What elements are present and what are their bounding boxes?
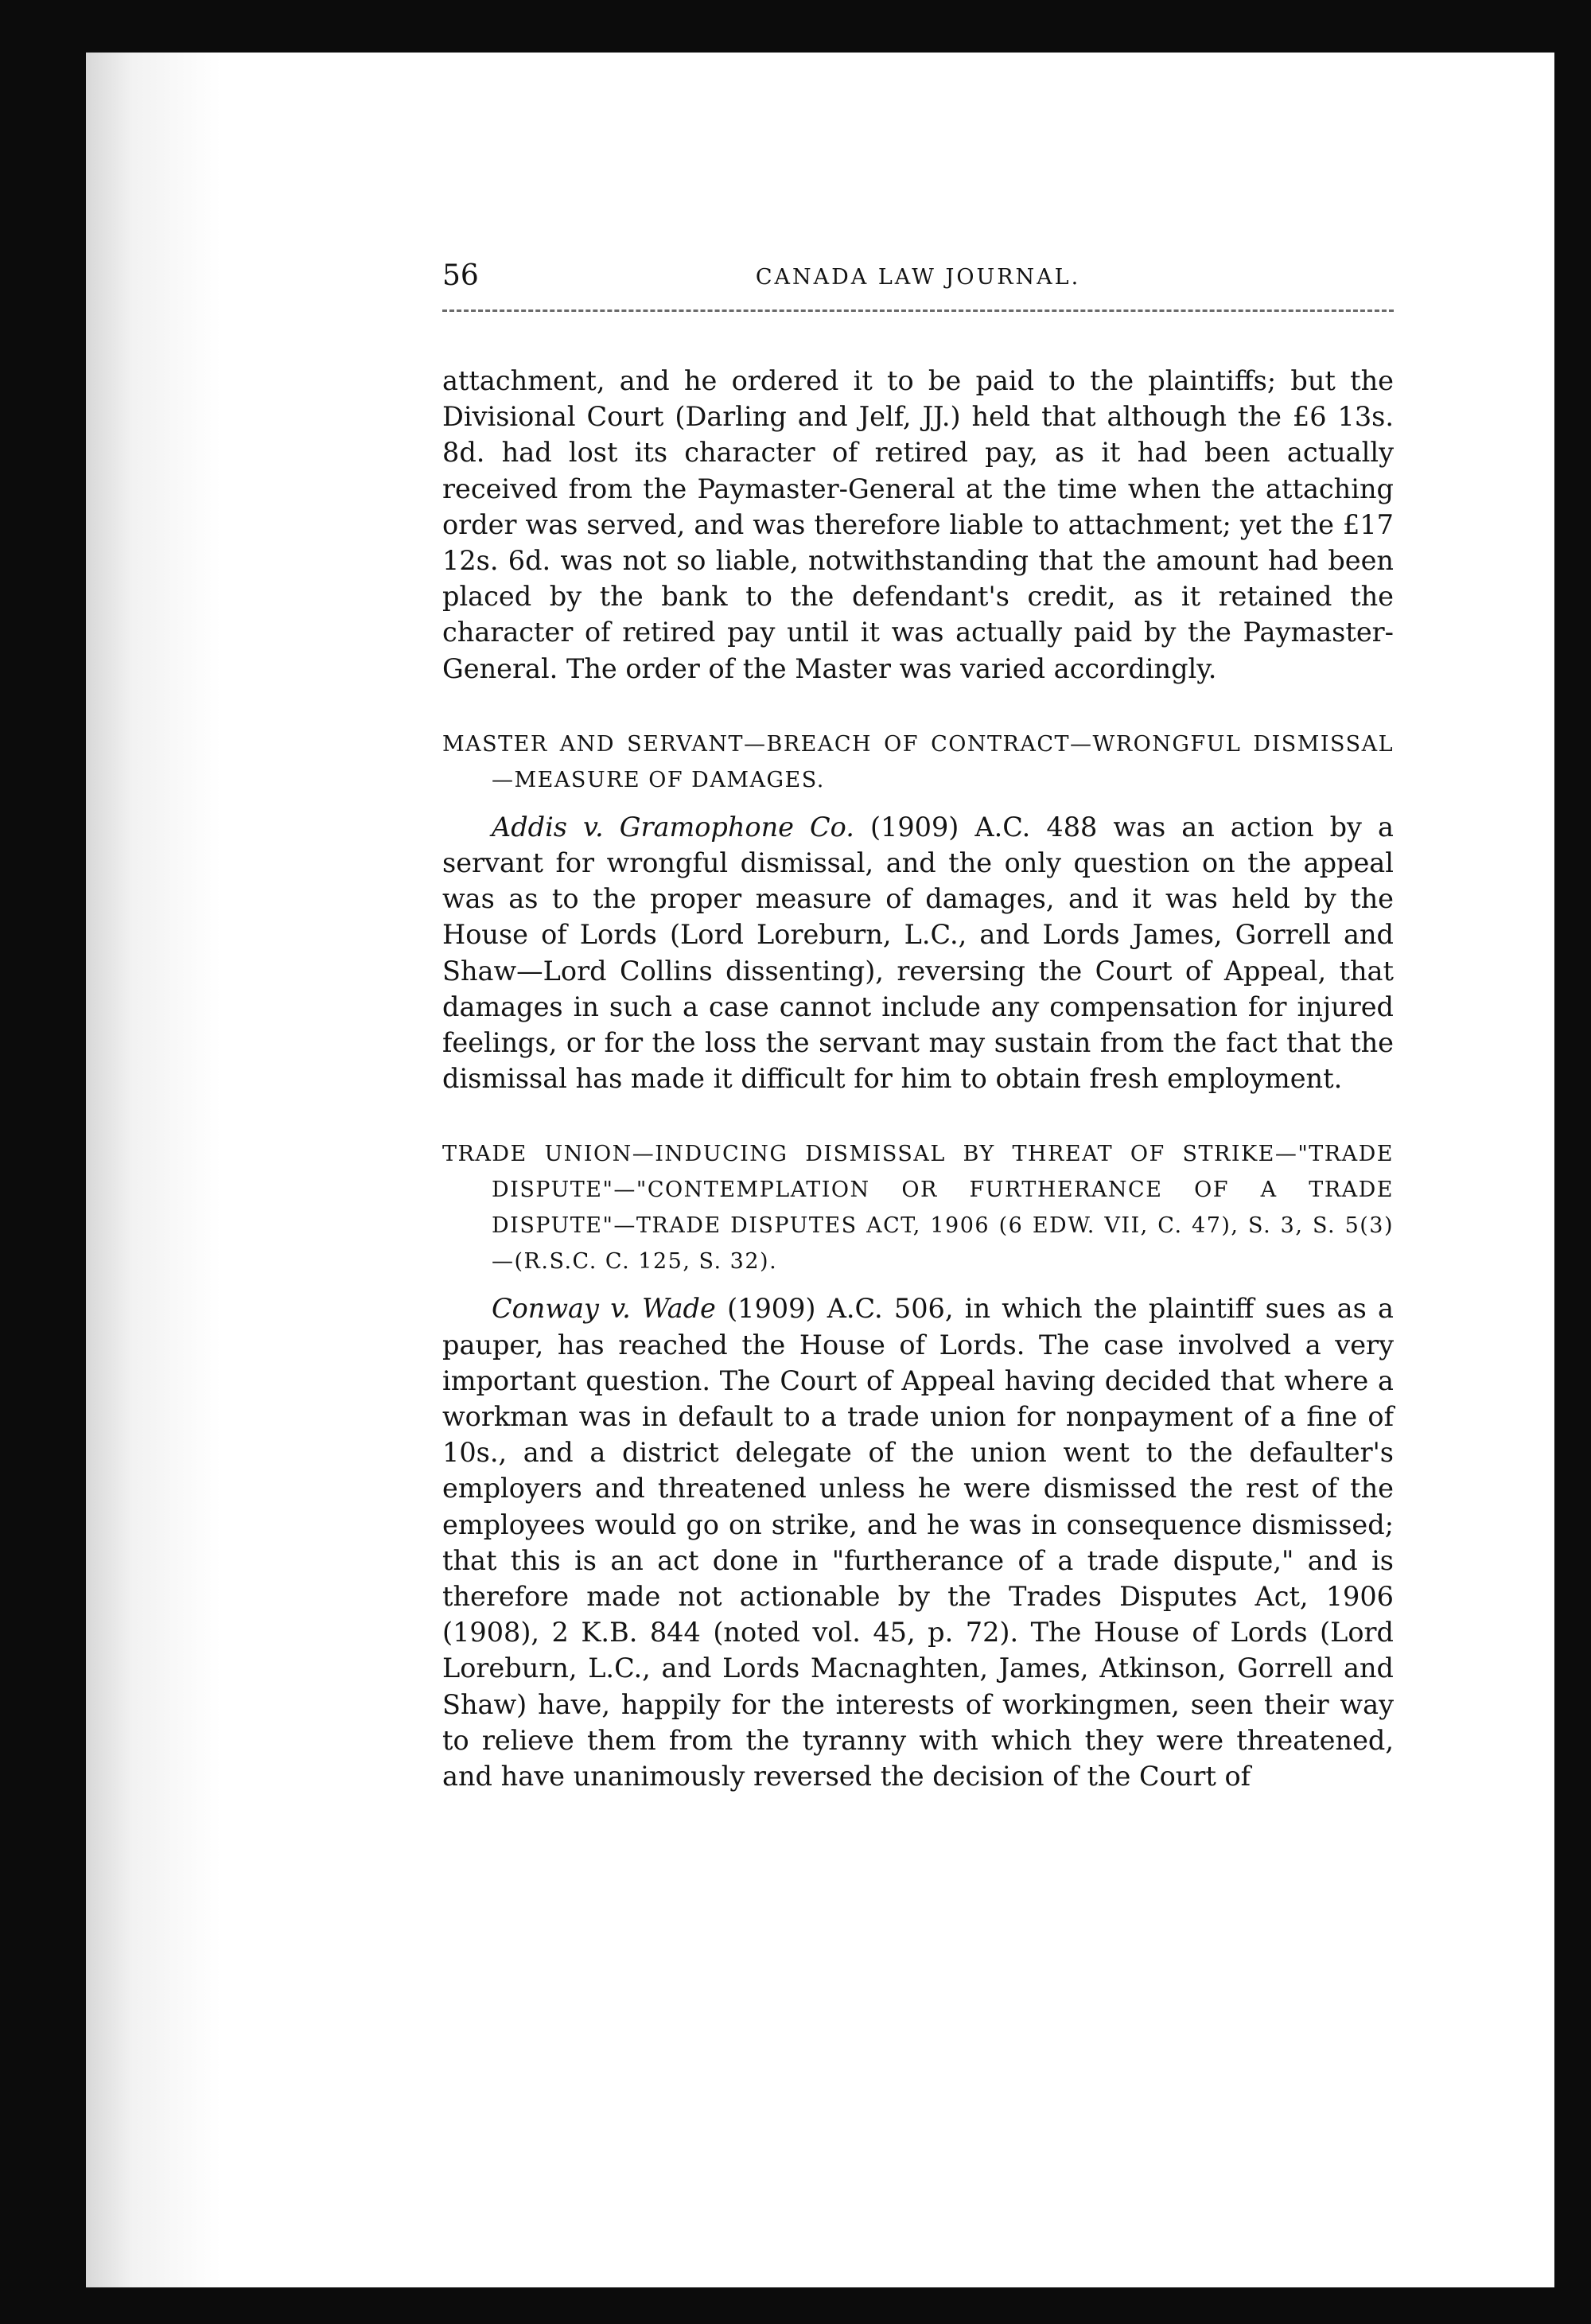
running-head (442, 259, 1394, 306)
case-paragraph-addis (442, 809, 1394, 1097)
journal-title: CANADA LAW JOURNAL. (755, 265, 1081, 290)
header-rule (442, 309, 1394, 312)
journal-page (442, 259, 1394, 1794)
section-heading-master-and-servant: MASTER AND SERVANT—BREACH OF CONTRACT—WRONGFUL DISMISSAL—MEASURE OF DAMAGES. (442, 731, 1394, 792)
case-name-conway: Conway v. Wade (492, 1293, 716, 1325)
case-text-conway: (1909) A.C. 506, in which the plaintiff sues as a pauper, has reached the House of Lords. The case involved a very important question. The Court of Appeal having decided that where a workman was in default to a trade union for nonpayment of a fine of 10s., and a district delegate of the union went to the defaulter's employers and threatened unless he were dismissed the rest of the employees would go on strike, and he was in consequence dismissed; that this is an act done in "furtherance of a trade dispute," and is therefore made not actionable by the Trades Disputes Act, 1906 (1908), 2 K.B. 844 (noted vol. 45, p. 72). The House of Lords (Lord Loreburn, L.C., and Lords Macnaghten, James, Atkinson, Gorrell and Shaw) have, happily for the interests of workingmen, seen their way to relieve them from the tyranny with which they were threatened, and have unanimously reversed the decision of the Court of (442, 1293, 1394, 1793)
case-text-addis: (1909) A.C. 488 was an action by a servant for wrongful dismissal, and the only question on the appeal was as to the proper measure of damages, and it was held by the House of Lords (Lord Loreburn, L.C., and Lords James, Gorrell and Shaw—Lord Collins dissenting), reversing the Court of Appeal, that damages in such a case cannot include any compensation for injured feelings, or for the loss the servant may sustain from the fact that the dismissal has made it difficult for him to obtain fresh employment. (442, 811, 1394, 1095)
scan-border-top (86, 0, 1591, 53)
continued-paragraph: attachment, and he ordered it to be paid to the plaintiffs; but the Divisional Court (Darling and Jelf, JJ.) held that although the £6 13s. 8d. had lost its character of retired pay, as it had been actually received from the Paymaster-General at the time when the attaching order was served, and was therefore liable to attachment; yet the £17 12s. 6d. was not so liable, notwithstanding that the amount had been placed by the bank to the defendant's credit, as it retained the character of retired pay until it was actually paid by the Paymaster-General. The order of the Master was varied accordingly. (442, 365, 1394, 684)
scan-border-left (0, 0, 86, 2324)
scan-gutter-shadow (86, 0, 221, 2324)
scan-border-bottom (86, 2287, 1591, 2324)
scan-border-right (1554, 0, 1591, 2324)
page-number: 56 (442, 259, 479, 292)
case-paragraph-conway (442, 1290, 1394, 1794)
section-heading-trade-union: TRADE UNION—INDUCING DISMISSAL BY THREAT OF STRIKE—"TRADE DISPUTE"—"CONTEMPLATION OR FURTHERANCE OF A TRADE DISPUTE"—TRADE DISPUTES ACT, 1906 (6 EDW. VII, C. 47), S. 3, S. 5(3)—(R.S.C. C. 125, S. 32). (442, 1142, 1394, 1275)
case-name-addis: Addis v. Gramophone Co. (492, 811, 854, 843)
